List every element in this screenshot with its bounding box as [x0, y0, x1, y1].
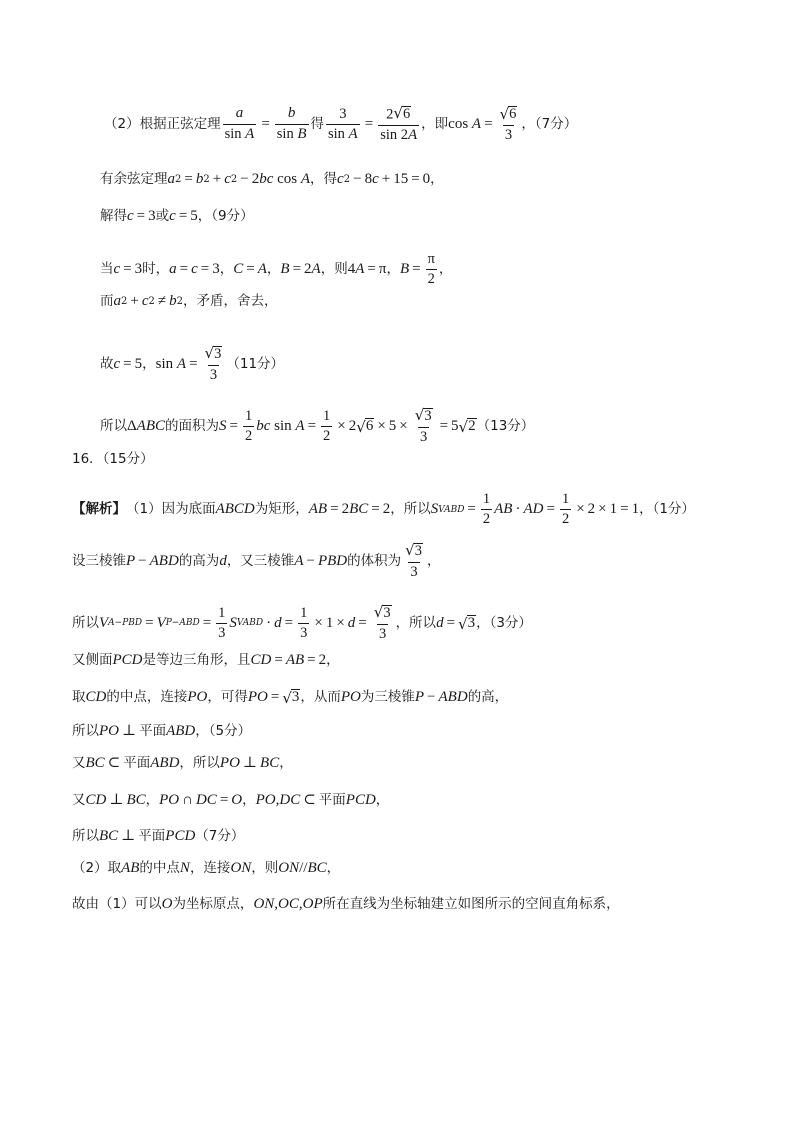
analysis-tag: 【解析】 [72, 500, 126, 517]
fraction-b-sinB: $\frac{b}{\text{sin B}}$ [276, 105, 307, 143]
side-face-line: 又侧面 PCD 是等边三角形，且 CD = AB = 2 ， [72, 651, 340, 668]
analysis-line-1: 【解析】 （1）因为底面 ABCD 为矩形， AB = 2 BC = 2 ，所以 S VABD = $\frac{1}{2}$ AB · AD = $\frac{1}{2}$ × 2 × 1 = 1 ，（1分） [72, 491, 695, 528]
area-line: 所以 Δ ABC 的面积为 S = $\frac{1}{2}$ bc sin A = $\frac{1}{2}$ × 2 √ 6 × 5 × √ 3 3 = 5 √ 2 （13分） [100, 406, 535, 445]
fraction-1-2: $\frac{1}{2}$ [244, 407, 253, 444]
midpoint-line: 取 CD 的中点，连接 PO ，可得 PO = √ 3 ，从而 PO 为三棱锥 P − ABD 的高， [72, 688, 509, 707]
fraction-1-2c: $\frac{1}{2}$ [482, 491, 491, 528]
fraction-sqrt3-3: √ 3 3 [204, 344, 222, 383]
fraction-pi-2: $\frac{\pi}{2}$ [427, 251, 435, 288]
fraction-3-sinA: $\frac{3}{\text{sin A}}$ [328, 105, 358, 142]
perp-line-1: 所以 PO ⊥ 平面 ABD ，（5分） [72, 722, 252, 739]
conclusion-c5-line: 故 c = 5 ， sin A = √ 3 3 （11分） [100, 344, 285, 383]
score-9: ，（9分） [197, 207, 254, 224]
score-3: ，（3分） [476, 614, 532, 631]
score-7b: （7分） [195, 827, 245, 844]
fraction-sqrt3-3b: √ 3 3 [414, 406, 432, 445]
fraction-2sqrt6-sin2A: 2 √ 6 sin 2A [380, 104, 418, 143]
fraction-1-3b: $\frac{1}{3}$ [300, 604, 308, 641]
fraction-1-2b: $\frac{1}{2}$ [323, 407, 331, 444]
coordinate-system-line: 故由（1）可以 O 为坐标原点， ON , OC , OP 所在直线为坐标轴建立如图所示的空间直角标系， [72, 895, 620, 912]
score-11: （11分） [226, 355, 285, 372]
sine-rule-line: （2）根据正弦定理 $\frac{a}{\text{sin A}}$ = $\frac{b}{\text{sin B}}$ 得 $\frac{3}{\text{sin A}}$ = 2 √ 6 sin 2A ，即 cos A = √ 6 3 ，（7分） [104, 104, 578, 143]
perp-line-3: 又 CD ⊥ BC ， PO ∩ DC = O ， PO , DC ⊂ 平面 PCD ， [72, 791, 390, 808]
contradiction-line: 而 a 2 + c 2 ≠ b 2 ，矛盾，舍去， [100, 292, 278, 309]
case-c3-line: 当 c = 3 时， a = c = 3 ， C = A ， B = 2 A ，则 4 A = π ， B = $\frac{\pi}{2}$ ， [100, 251, 453, 288]
solve-line: 解得 c = 3 或 c = 5 ，（9分） [100, 207, 254, 224]
score-1: ，（1分） [639, 500, 695, 517]
fraction-sqrt6-3: √ 6 3 [499, 104, 517, 143]
fraction-sqrt3-3c: √ 3 3 [405, 541, 422, 580]
fraction-1-2d: $\frac{1}{2}$ [561, 491, 570, 528]
score-7: ，（7分） [521, 115, 578, 132]
cosine-rule-line: 有余弦定理 a 2 = b 2 + c 2 − 2 bc cos A ，得 c 2 − 8 c + 15 = 0 ， [100, 170, 444, 187]
fraction-sqrt3-3d: √ 3 3 [373, 603, 391, 642]
score-5: ，（5分） [195, 722, 252, 739]
part2b-line: （2）取 AB 的中点 N ，连接 ON ，则 ON // BC ， [72, 859, 341, 876]
fraction-a-sinA: $\frac{a}{\text{sin A}}$ [224, 105, 255, 143]
volume-line: 所以 V A−PBD = V P−ABD = $\frac{1}{3}$ S VABD · d = $\frac{1}{3}$ × 1 × d = √ 3 3 ，所以 d = √ 3 ，（3分） [72, 603, 532, 642]
perp-line-4: 所以 BC ⊥ 平面 PCD （7分） [72, 827, 245, 844]
height-line: 设三棱锥 P − ABD 的高为 d ，又三棱锥 A − PBD 的体积为 √ 3 3 ， [72, 541, 441, 580]
part2-label: （2）根据正弦定理 [104, 115, 221, 132]
question-16-heading: 16．（15分） [72, 451, 154, 467]
score-13: （13分） [476, 417, 535, 434]
perp-line-2: 又 BC ⊂ 平面 ABD ，所以 PO ⊥ BC ， [72, 754, 293, 771]
fraction-1-3: $\frac{1}{3}$ [218, 604, 226, 641]
